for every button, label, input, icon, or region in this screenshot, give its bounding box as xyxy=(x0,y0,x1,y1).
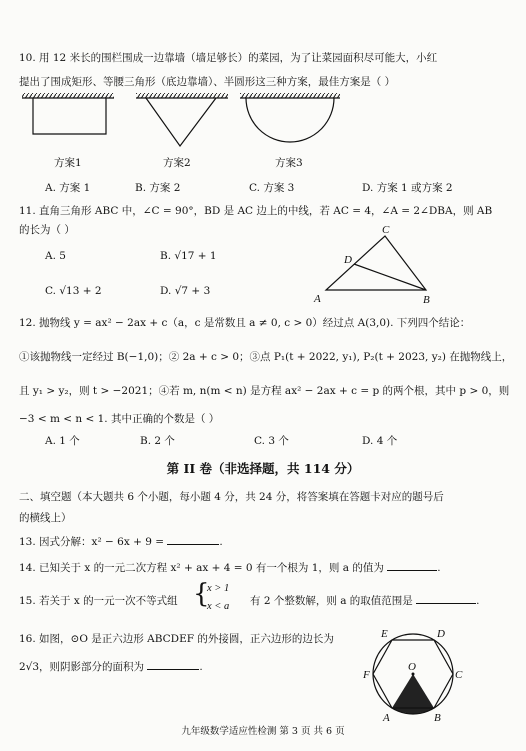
q12-option-c: C. 3 个 xyxy=(254,435,289,447)
q11-triangle-figure xyxy=(310,222,440,308)
q11-stem-line2: 的长为（ ） xyxy=(19,224,75,236)
q12-stem-line3: 且 y₁ > y₂，则 t > −2021；④若 m, n(m < n) 是方程 ax² − 2ax + c = p 的两个根，其中 p > 0，则 xyxy=(19,385,510,397)
q14-text: 14. 已知关于 x 的一元二次方程 x² + ax + 4 = 0 有一个根为 1，则 a 的值为 xyxy=(19,562,384,574)
q12-stem-line2: ①该抛物线一定经过 B(−1,0)；② 2a + c > 0；③点 P₁(t + 2022, y₁), P₂(t + 2023, y₂) 在抛物线上， xyxy=(19,351,513,363)
plan1-label: 方案1 xyxy=(54,157,82,169)
q10-stem-line1: 10. 用 12 米长的围栏围成一边靠墙（墙足够长）的菜园，为了让菜园面积尽可能大，小红 xyxy=(19,52,438,64)
q15-after-wrap: 有 2 个整数解，则 a 的取值范围是 . xyxy=(250,595,480,607)
q12-stem-line4: −3 < m < n < 1. 其中正确的个数是（ ） xyxy=(19,413,220,425)
plan3-label: 方案3 xyxy=(275,157,303,169)
q11-option-a: A. 5 xyxy=(45,250,66,262)
q14: 14. 已知关于 x 的一元二次方程 x² + ax + 4 = 0 有一个根为 1，则 a 的值为 . xyxy=(19,562,441,574)
q16-stem-line2: 2√3，则阴影部分的面积为 xyxy=(19,661,145,673)
plan1-rectangle-figure xyxy=(22,93,114,134)
q16-stem-line1: 16. 如图，⊙O 是正六边形 ABCDEF 的外接圆，正六边形的边长为 xyxy=(19,633,334,645)
q13: 13. 因式分解：x² − 6x + 9 = . xyxy=(19,536,223,548)
q16-label-e: E xyxy=(381,628,388,640)
section2-instruction-line2: 的横线上） xyxy=(19,512,72,524)
q11-label-c: C xyxy=(382,224,390,236)
q16-label-a: A xyxy=(383,712,390,722)
section2-title: 第 II 卷（非选择题，共 114 分） xyxy=(166,461,360,476)
q11-label-a: A xyxy=(314,293,321,305)
q13-answer-blank[interactable] xyxy=(167,535,219,545)
q13-text: 13. 因式分解：x² − 6x + 9 = xyxy=(19,536,165,548)
q15-ineq-1: x > 1 xyxy=(207,583,230,594)
q11-option-c: C. √13 + 2 xyxy=(45,285,102,297)
plan2-label: 方案2 xyxy=(163,157,191,169)
q16-label-f: F xyxy=(363,669,370,681)
plan2-triangle-figure xyxy=(136,93,228,146)
q16-hexagon-figure xyxy=(363,622,463,722)
q10-option-a: A. 方案 1 xyxy=(45,182,91,194)
q16-answer-blank[interactable] xyxy=(147,660,199,670)
page-footer: 九年级数学适应性检测 第 3 页 共 6 页 xyxy=(181,726,345,737)
q12-option-a: A. 1 个 xyxy=(45,435,80,447)
q10-option-b: B. 方案 2 xyxy=(135,182,181,194)
plan3-semicircle-figure xyxy=(240,93,340,142)
q10-stem-line2: 提出了围成矩形、等腰三角形（底边靠墙）、半圆形这三种方案，最佳方案是（ ） xyxy=(19,76,396,88)
q11-option-d: D. √7 + 3 xyxy=(160,285,211,297)
q11-stem-line1: 11. 直角三角形 ABC 中，∠C = 90°，BD 是 AC 边上的中线，若 AC = 4，∠A = 2∠DBA，则 AB xyxy=(19,205,493,217)
q14-answer-blank[interactable] xyxy=(387,561,437,571)
q12-option-b: B. 2 个 xyxy=(140,435,175,447)
q15-after: 有 2 个整数解，则 a 的取值范围是 xyxy=(250,595,413,607)
section2-instruction-line1: 二、填空题（本大题共 6 个小题，每小题 4 分，共 24 分，将答案填在答题卡对应的题号后 xyxy=(19,491,444,503)
q16-label-o: O xyxy=(408,661,416,673)
q16-label-c: C xyxy=(455,669,463,681)
q15-before: 15. 若关于 x 的一元一次不等式组 xyxy=(19,595,178,607)
q15-ineq-2: x < a xyxy=(207,601,230,612)
q10-option-c: C. 方案 3 xyxy=(249,182,295,194)
q12-stem-line1: 12. 抛物线 y = ax² − 2ax + c（a，c 是常数且 a ≠ 0, c > 0）经过点 A(3,0). 下列四个结论： xyxy=(19,317,471,329)
q16-stem-line2-wrap: 2√3，则阴影部分的面积为 . xyxy=(19,661,203,673)
q11-option-b: B. √17 + 1 xyxy=(160,250,217,262)
q16-label-d: D xyxy=(437,628,445,640)
q12-option-d: D. 4 个 xyxy=(362,435,398,447)
q11-label-b: B xyxy=(423,294,430,306)
q15-answer-blank[interactable] xyxy=(416,594,476,604)
q16-label-b: B xyxy=(434,712,441,722)
q11-label-d: D xyxy=(344,254,352,266)
q15-brace: { xyxy=(193,579,210,609)
q10-option-d: D. 方案 1 或方案 2 xyxy=(362,182,453,194)
